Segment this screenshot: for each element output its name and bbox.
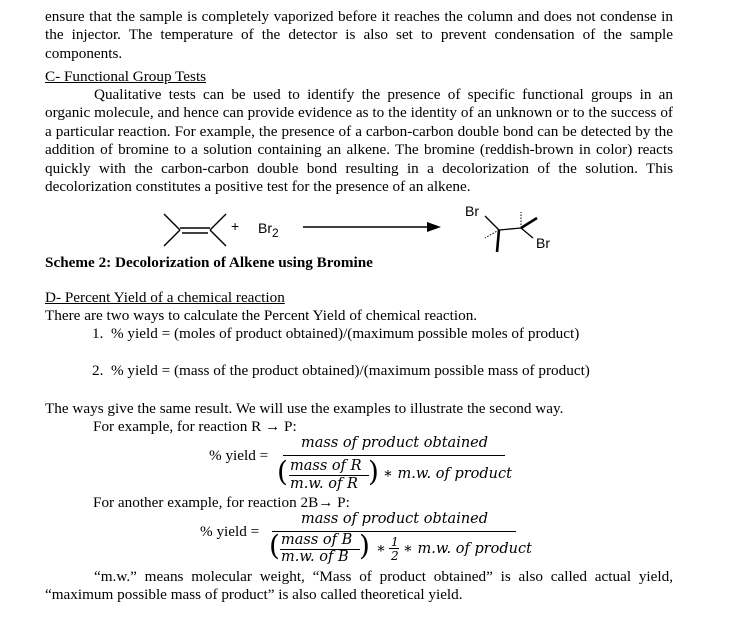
- formula-1-numerator: mass of product obtained: [301, 435, 489, 451]
- plus-sign: +: [231, 218, 240, 234]
- list-item-number: 2.: [92, 362, 104, 379]
- scheme-caption: Scheme 2: Decolorization of Alkene using Bromine: [45, 254, 373, 271]
- same-result-text: The ways give the same result. We will use the examples to illustrate the second way.: [45, 400, 564, 417]
- formula-2-inner-denominator: m.w. of B: [281, 549, 349, 565]
- bromine-reagent: [258, 219, 279, 242]
- formula-1-inner-numerator: mass of R: [290, 458, 362, 474]
- bromination-scheme: [45, 203, 673, 271]
- formula-2-half-numerator: 1: [391, 535, 399, 549]
- product-br-top: Br: [465, 203, 479, 219]
- formula-2-half-denominator: 2: [391, 549, 399, 563]
- bromine-symbol: Br: [258, 220, 272, 236]
- alkene-structure: [160, 210, 240, 250]
- formula-1-inner-denominator: m.w. of R: [290, 476, 358, 492]
- formula-2-left-paren: (: [269, 529, 280, 562]
- example-1-text: For example, for reaction R → P:: [93, 418, 297, 435]
- formula-2-numerator: mass of product obtained: [301, 511, 489, 527]
- section-c-heading: C- Functional Group Tests: [45, 68, 207, 85]
- list-item-number: 1.: [92, 325, 104, 342]
- formula-2: [45, 510, 673, 570]
- formula-1: [45, 434, 673, 496]
- formula-2-lhs: % yield =: [200, 523, 260, 540]
- reaction-arrow: [303, 221, 443, 233]
- dibromide-structure: [477, 210, 557, 256]
- formula-1-right-paren: ): [368, 455, 379, 488]
- section-d-heading: D- Percent Yield of a chemical reaction: [45, 289, 285, 306]
- formula-1-lhs: % yield =: [209, 447, 269, 464]
- example-2-text: For another example, for reaction 2B→ P:: [93, 494, 350, 511]
- formula-1-main-bar: [283, 455, 505, 456]
- formula-2-inner-numerator: mass of B: [281, 532, 353, 548]
- formula-2-tail: ∗ m.w. of product: [403, 541, 532, 557]
- list-item-text: % yield = (moles of product obtained)/(maximum possible moles of product): [110, 325, 580, 342]
- formula-2-multiply: ∗: [376, 541, 386, 557]
- note-paragraph: “m.w.” means molecular weight, “Mass of product obtained” is also called actual yield, “maximum possible mass of product” is also called theoretical yield.: [45, 568, 673, 604]
- section-d-intro: There are two ways to calculate the Percent Yield of chemical reaction.: [45, 307, 478, 324]
- bromine-subscript: 2: [272, 225, 279, 240]
- product-br-bottom: Br: [536, 235, 550, 251]
- list-item-1: [92, 325, 579, 343]
- section-c-paragraph: Qualitative tests can be used to identify the presence of specific functional groups in an organic molecule, and hence can provide evidence as to the identity of an unknown or to the success of a particular reaction. For example, the presence of a carbon-carbon double bond can be detected by the addition of bromine to a solution containing an alkene. The bromine (reddish-brown in color) reacts quickly with the carbon-carbon double bond resulting in a decolorization of the solution. This decolorization constitutes a positive test for the presence of an alkene.: [45, 86, 673, 196]
- list-item-text: % yield = (mass of the product obtained)/(maximum possible mass of product): [110, 362, 590, 379]
- formula-1-tail: ∗ m.w. of product: [383, 466, 512, 482]
- formula-1-left-paren: (: [277, 455, 288, 488]
- list-item-2: [92, 362, 590, 380]
- intro-paragraph: ensure that the sample is completely vaporized before it reaches the column and does not condense in the injector. The temperature of the detector is also set to prevent condensation of the sample components.: [45, 8, 673, 62]
- formula-2-right-paren: ): [359, 529, 370, 562]
